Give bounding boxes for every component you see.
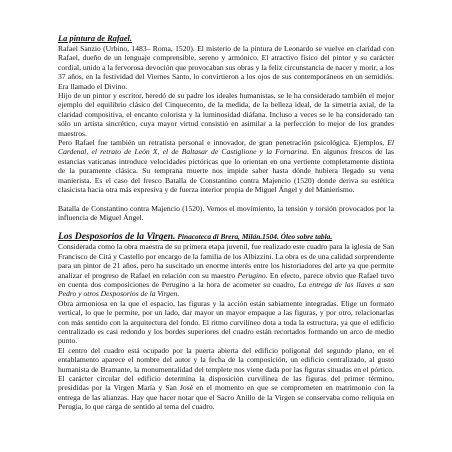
paragraph-masterpiece-text-b: . En efecto, parece obvio que Rafael tuvo en cuenta dos composiciones de Perugino a la hora de acometer su cuadro, (58, 270, 395, 289)
paragraph-portraitist-italic: El Cardenal, el retrato de León X, el de Baltasar de Castiglione y la Fornarina (58, 138, 394, 157)
section-heading-pintura-rafael: La pintura de Rafael. (58, 34, 132, 43)
section-heading-desposorios-subtitle: Pinacoteca di Brera, Milán.1504. Óleo sobre tabla. (175, 232, 333, 242)
paragraph-humanist: Hijo de un pintor y escritor, heredó de su padre los ideales humanistas, se le ha considerado también el mejor ejemplo del equilibrio clásico del Cinquecento, de la medida, de la belleza ideal, de la simetría axial, de la claridad compositiva, el encanto colorista y la luminosidad diáfana. Incluso a veces se le ha considerado tan sólo un artista sincrético, cuya mayor virtud consistió en asimilar a la perfección lo mejor de los grandes maestros. (58, 91, 394, 138)
paragraph-masterpiece-italic-perugino: Perugino (237, 270, 266, 280)
section-heading-desposorios-title: Los Desposorios de la Virgen. (58, 231, 176, 243)
paragraph-masterpiece-italic-works: La entrega de las llaves a san Pedro y otros Desposorios de la Virgen (58, 279, 395, 299)
paragraph-intro: Rafael Sanzio (Urbino, 1483– Roma, 1520). El misterio de la pintura de Leonardo se vuelve en claridad con Rafael, dueño de un lenguaje comprensible, sereno y armónico. El atractivo físico del pintor y su carácter cordial, unido a la fervorosa devoción que provocaban sus obras y la feliz circunstancia de nacer y morir, a los 37 años, en la festividad del Viernes Santo, lo convirtieron a los ojos de sus contemporáneos en un semidiós. Era llamado el Divino. (58, 44, 394, 91)
document-page (58, 34, 394, 412)
paragraph-portraitist-text-a: Pero Rafael fue también un retratista personal e innovador, de gran penetración psicológica. Ejemplos, (58, 138, 388, 148)
paragraph-harmony: Obra armoniosa en la que el espacio, las figuras y la acción están sabiamente integradas. Elige un formato vertical, lo que le permite, por un lado, dar mayor un mayor empaque a las figuras, y por otro, relacionarlas con más sentido con la arquitectura del fondo. El ritmo curvilíneo dota a toda la estructura, ya que el edificio centralizado es casi redondo y los bordes superiores del cuadro están recortados formando un arco de medio punto. (58, 298, 394, 346)
paragraph-gap (58, 195, 394, 204)
paragraph-masterpiece-text-c: . (177, 289, 180, 299)
paragraph-masterpiece (58, 242, 394, 298)
paragraph-portraitist (58, 138, 394, 194)
paragraph-center: El centro del cuadro está ocupado por la puerta abierta del edificio poligonal del segundo plano, en el entablamento aparece el nombre del autor y la fecha de la composición, un edificio centralizado, al gusto humanista de Bramante, la monumentalidad del templete nos viene dada por las figuras situadas en el pórtico. El carácter circular del edificio determina la disposición curvilínea de las figuras del primer término, presididas por la Virgen María y San José en el momento en que se comprometen en matrimonio con la entrega de las alianzas. Hay que hacer notar que el Sacro Anillo de la Virgen se conservaba como reliquia en Perugia, lo que carga de sentido al tema del cuadro. (58, 345, 394, 412)
paragraph-gap (58, 222, 394, 231)
paragraph-batalla: Batalla de Constantino contra Majencio (1520). Vemos el movimiento, la tensión y torsión provocados por la influencia de Miguel Ángel. (58, 203, 394, 222)
section-heading-desposorios (58, 231, 394, 242)
paragraph-portraitist-text-b: . En algunos frescos de las estancias vaticanas introduce velocidades pictóricas que lo orientan en una vertiente completamente distinta de la puramente clásica. Su temprana muerte nos impide saber hasta dónde hubiera llegado su vena manierista. Es el caso del fresco Batalla de Constantino contra Majencio (1520) donde deriva su estética clasicista hacia otra más expresiva y de fuerza interior propia de Miguel Ángel y del Manierismo. (58, 147, 394, 195)
paragraph-masterpiece-text-a: Considerada como la obra maestra de su primera etapa juvenil, fue realizado este cuadro para la iglesia de San Francisco de Citá y Castello por encargo de la familia de los Albizzini. La obra es de una calidad sorprendente para un pintor de 21 años, pero ha suscitado un enorme interés entre los historiadores del arte ya que permite analizar el progreso de Rafael en relación con su maestro (58, 242, 394, 280)
